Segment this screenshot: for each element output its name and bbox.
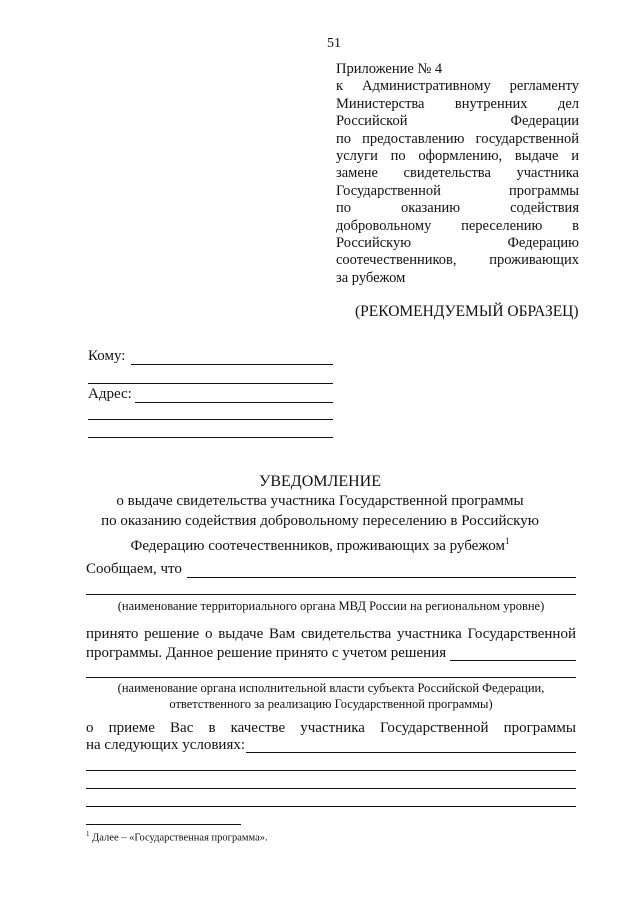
territorial-body-field[interactable] — [187, 577, 576, 578]
appendix-line: Российской Федерации — [336, 113, 579, 130]
admission-line: о приеме Вас в качестве участника Государственной программы — [86, 720, 576, 736]
appendix-line: соотечественников, проживающих — [336, 252, 579, 269]
caption-executive — [86, 680, 576, 712]
decision-text — [86, 626, 576, 643]
conditions-field-line[interactable] — [86, 788, 576, 789]
appendix-line: Российскую Федерацию — [336, 235, 579, 252]
executive-body-field-line[interactable] — [86, 677, 576, 678]
to-label: Кому: — [88, 348, 126, 364]
inform-label: Сообщаем, что — [86, 561, 182, 577]
appendix-line: по оказанию содействия — [336, 200, 579, 217]
appendix-line: Государственной программы — [336, 182, 579, 199]
caption-territorial: (наименование территориального органа МВД России на региональном уровне) — [117, 599, 545, 613]
appendix-line: по предоставлению государственной — [336, 130, 579, 147]
appendix-line: замене свидетельства участника — [336, 165, 579, 182]
sample-mark: (РЕКОМЕНДУЕМЫЙ ОБРАЗЕЦ) — [355, 303, 579, 320]
caption-executive-line: ответственного за реализацию Государственной программы) — [169, 697, 493, 711]
notice-title: УВЕДОМЛЕНИЕ — [259, 473, 381, 490]
page-number: 51 — [327, 36, 341, 51]
appendix-line: за рубежом — [336, 269, 406, 286]
decision-line: принято решение о выдаче Вам свидетельства участника Государственной — [86, 626, 576, 642]
notice-subtitle-line-3 — [0, 531, 640, 556]
notice-subtitle — [0, 491, 640, 556]
footnote-text: Далее – «Государственная программа». — [92, 832, 268, 844]
appendix-line: Приложение № 4 — [336, 61, 443, 77]
caption-executive-line: (наименование органа исполнительной власти субъекта Российской Федерации, — [117, 681, 545, 695]
footnote-ref: 1 — [505, 536, 510, 546]
notice-subtitle-line: по оказанию содействия добровольному переселению в Российскую — [101, 513, 539, 529]
conditions-field-line[interactable] — [86, 806, 576, 807]
footnote — [86, 830, 268, 844]
admission-text — [86, 720, 576, 737]
notice-subtitle-line: Федерацию соотечественников, проживающих за рубежом — [130, 538, 506, 554]
conditions-field[interactable] — [246, 752, 576, 753]
appendix-line: к Административному регламенту — [336, 78, 579, 95]
address-field-line[interactable] — [88, 437, 333, 438]
territorial-body-field-line[interactable] — [86, 594, 576, 595]
to-field[interactable] — [131, 364, 333, 365]
address-field-line[interactable] — [88, 419, 333, 420]
footnote-separator — [86, 824, 241, 825]
notice-subtitle-line: о выдаче свидетельства участника Государственной программы — [116, 493, 524, 509]
address-label: Адрес: — [88, 386, 132, 402]
appendix-line: добровольному переселению в — [336, 217, 579, 234]
appendix-header — [336, 61, 579, 287]
appendix-line: Министерства внутренних дел — [336, 95, 579, 112]
decision-line: программы. Данное решение принято с учетом решения — [86, 645, 447, 661]
admission-line: на следующих условиях: — [86, 737, 246, 753]
conditions-field-line[interactable] — [86, 770, 576, 771]
footnote-number: 1 — [86, 830, 90, 838]
appendix-line: услуги по оформлению, выдаче и — [336, 148, 579, 165]
executive-body-field[interactable] — [450, 660, 576, 661]
address-field[interactable] — [135, 402, 333, 403]
to-field-line[interactable] — [88, 383, 333, 384]
